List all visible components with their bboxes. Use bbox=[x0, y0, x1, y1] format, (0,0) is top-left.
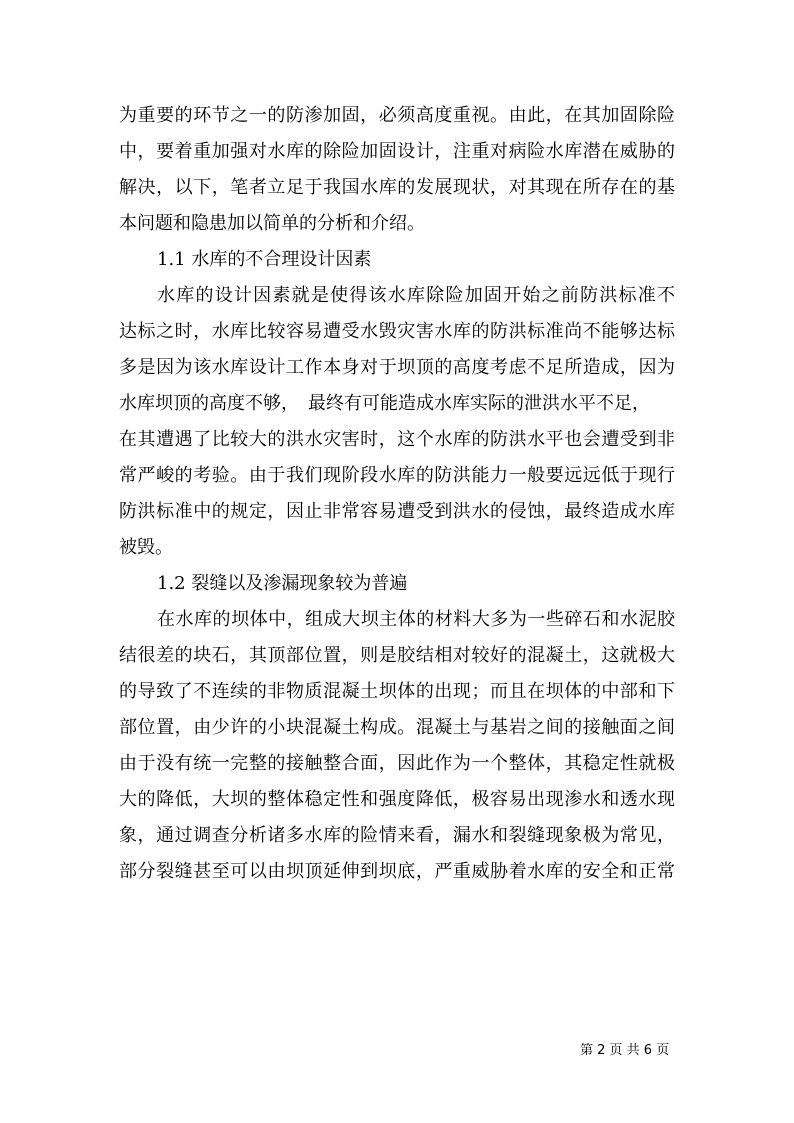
text-line: 部分裂缝甚至可以由坝顶延伸到坝底，严重威胁着水库的安全和正常 bbox=[119, 861, 675, 882]
section-heading-1-1: 1.1 水库的不合理设计因素 bbox=[157, 249, 372, 270]
text-line: 解决，以下，笔者立足于我国水库的发展现状，对其现在所存在的基 bbox=[119, 177, 675, 198]
text-line: 达标之时，水库比较容易遭受水毁灾害水库的防洪标准尚不能够达标 bbox=[119, 321, 675, 342]
document-body bbox=[119, 98, 675, 890]
text-line: 中，要着重加强对水库的除险加固设计，注重对病险水库潜在威胁的 bbox=[119, 141, 675, 162]
text-line: 结很差的块石，其顶部位置，则是胶结相对较好的混凝土，这就极大 bbox=[119, 645, 675, 666]
text-line: 多是因为该水库设计工作本身对于坝顶的高度考虑不足所造成，因为 bbox=[119, 357, 675, 378]
text-line: 常严峻的考验。由于我们现阶段水库的防洪能力一般要远远低于现行 bbox=[119, 465, 675, 486]
text-line: 为重要的环节之一的防渗加固，必须高度重视。由此，在其加固除险 bbox=[119, 105, 675, 126]
section-1-2-paragraph bbox=[119, 602, 675, 890]
section-heading-1-2: 1.2 裂缝以及渗漏现象较为普遍 bbox=[157, 573, 408, 594]
text-line: 象，通过调查分析诸多水库的险情来看，漏水和裂缝现象极为常见， bbox=[119, 825, 675, 846]
intro-paragraph bbox=[119, 98, 675, 242]
text-line: 防洪标准中的规定，因止非常容易遭受到洪水的侵蚀，最终造成水库 bbox=[119, 501, 675, 522]
text-line: 在其遭遇了比较大的洪水灾害时，这个水库的防洪水平也会遭受到非 bbox=[119, 429, 675, 450]
text-line: 部位置，由少许的小块混凝土构成。混凝土与基岩之间的接触面之间 bbox=[119, 717, 675, 738]
text-line: 大的降低，大坝的整体稳定性和强度降低，极容易出现渗水和透水现 bbox=[119, 789, 675, 810]
text-line: 水库坝顶的高度不够， 最终有可能造成水库实际的泄洪水平不足， bbox=[119, 393, 650, 414]
text-line: 本问题和隐患加以简单的分析和介绍。 bbox=[119, 213, 425, 234]
text-line: 的导致了不连续的非物质混凝土坝体的出现；而且在坝体的中部和下 bbox=[119, 681, 675, 702]
text-line: 在水库的坝体中，组成大坝主体的材料大多为一些碎石和水泥胶 bbox=[157, 609, 675, 630]
text-line: 水库的设计因素就是使得该水库除险加固开始之前防洪标准不 bbox=[157, 285, 675, 306]
text-line: 被毁。 bbox=[119, 537, 173, 558]
text-line: 由于没有统一完整的接触整合面，因此作为一个整体，其稳定性就极 bbox=[119, 753, 675, 774]
section-1-1-paragraph bbox=[119, 278, 675, 566]
page-number-footer: 第 2 页 共 6 页 bbox=[580, 1043, 670, 1058]
